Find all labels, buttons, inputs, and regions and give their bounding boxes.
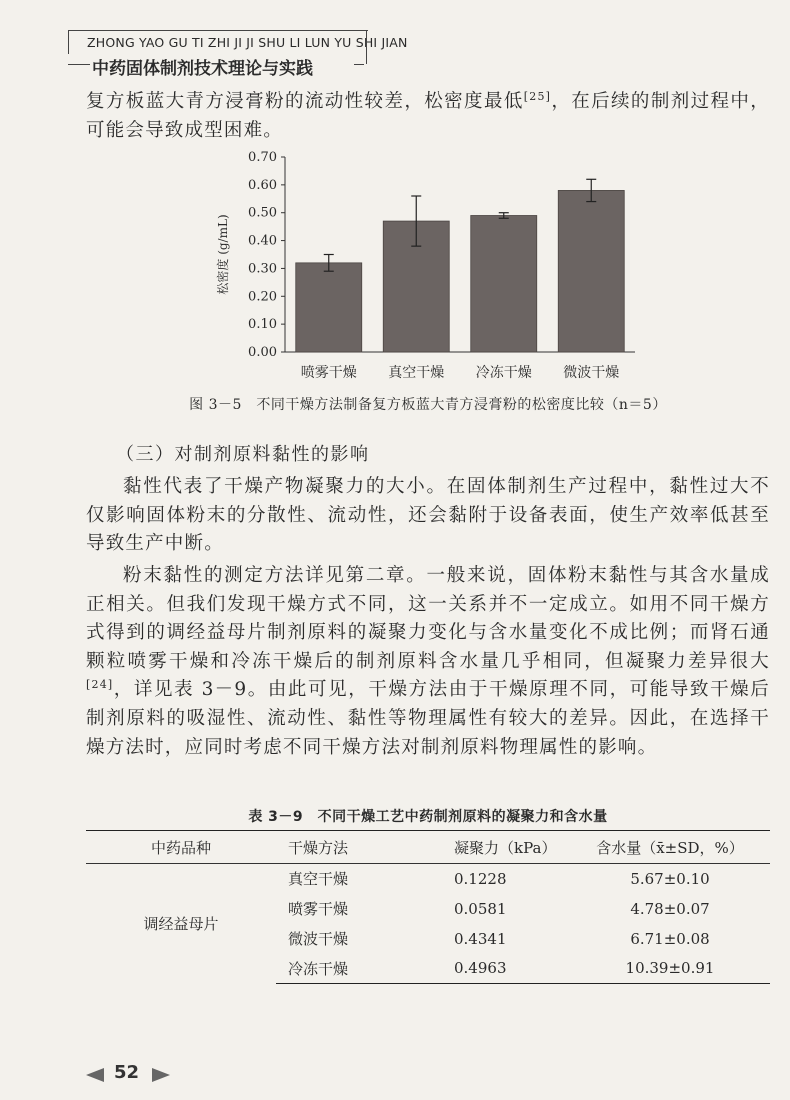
method-cell: 微波干燥 [288,930,349,948]
y-tick-label: 0.60 [248,177,277,193]
table-caption: 表 3－9 不同干燥工艺中药制剂原料的凝聚力和含水量 [248,809,608,825]
section-heading: （三）对制剂原料黏性的影响 [116,444,370,465]
x-tick-label: 喷雾干燥 [300,365,357,381]
y-tick-label: 0.30 [248,261,277,277]
y-tick-label: 0.40 [248,233,277,249]
paragraph-3 [86,562,770,762]
method-cell: 冷冻干燥 [276,954,396,984]
moisture-cell: 6.71±0.08 [630,929,710,948]
column-header: 含水量（x̄±SD，%） [570,831,770,864]
running-header [68,24,408,79]
citation: [25] [523,89,552,103]
table-header-row [86,831,770,864]
column-header: 干燥方法 [276,831,396,864]
header-rule [354,64,364,65]
book-title: 中药固体制剂技术理论与实践 [92,59,313,79]
bar [296,263,362,352]
page-number: 52 [114,1062,140,1083]
cohesion-cell: 0.0581 [454,899,507,918]
figure-caption: 图 3－5 不同干燥方法制备复方板蓝大青方浸膏粉的松密度比较（n＝5） [189,397,667,413]
paragraph-2: 黏性代表了干燥产物凝聚力的大小。在固体制剂生产过程中，黏性过大不仅影响固体粉末的分散性、流动性，还会黏附于设备表面，使生产效率低甚至导致生产中断。 [86,476,770,555]
y-tick-label: 0.50 [248,205,277,221]
cohesion-cell: 0.4963 [396,954,570,984]
moisture-cell: 4.78±0.07 [630,899,710,918]
method-cell: 喷雾干燥 [288,900,349,918]
cohesion-cell: 0.4341 [454,929,507,948]
bar [471,216,537,353]
moisture-cell: 5.67±0.10 [630,869,710,888]
triangle-right-icon [152,1068,170,1082]
cohesion-moisture-table [86,830,770,984]
x-tick-label: 真空干燥 [388,365,445,381]
y-tick-label: 0.20 [248,289,277,305]
bulk-density-bar-chart [180,145,650,385]
y-tick-label: 0.70 [248,150,277,165]
header-rule [68,64,90,65]
paragraph-text: 复方板蓝大青方浸膏粉的流动性较差，松密度最低 [86,91,524,112]
citation: [24] [86,678,114,692]
paragraph-text: ，详见表 3－9。由此可见，干燥方法由于干燥原理不同，可能导致干燥后制剂原料的吸湿性、流动性、黏性等物理属性有较大的差异。因此，在选择干燥方法时，应同时考虑不同干燥方法对制剂原料物理属性的影响。 [86,679,770,758]
column-header: 中药品种 [86,831,276,864]
y-tick-label: 0.00 [248,345,277,360]
paragraph-text: 粉末黏性的测定方法详见第二章。一般来说，固体粉末黏性与其含水量成正相关。但我们发现干燥方式不同，这一关系并不一定成立。如用不同干燥方式得到的调经益母片制剂原料的凝聚力变化与含水量变化不成比例；而肾石通颗粒喷雾干燥和冷冻干燥后的制剂原料含水量几乎相同，但凝聚力差异很大 [86,565,770,672]
bar [558,190,624,352]
y-tick-label: 0.10 [248,317,277,333]
triangle-left-icon [86,1068,104,1082]
paragraph-1 [86,88,770,145]
header-pinyin: ZHONG YAO GU TI ZHI JI JI SHU LI LUN YU SHI JIAN [68,30,368,54]
method-cell: 真空干燥 [288,870,349,889]
column-header: 凝聚力（kPa） [396,831,570,864]
moisture-cell: 10.39±0.91 [570,954,770,984]
paragraph-text: ，在后续的制剂过程中，可能会导致成型困难。 [86,91,771,141]
variety-cell: 调经益母片 [143,915,219,934]
header-rule [366,30,367,64]
table-row [86,864,770,894]
cohesion-cell: 0.1228 [454,869,507,888]
x-tick-label: 冷冻干燥 [475,365,532,381]
y-axis-label: 松密度 (g/mL) [216,214,230,295]
x-tick-label: 微波干燥 [563,365,620,381]
